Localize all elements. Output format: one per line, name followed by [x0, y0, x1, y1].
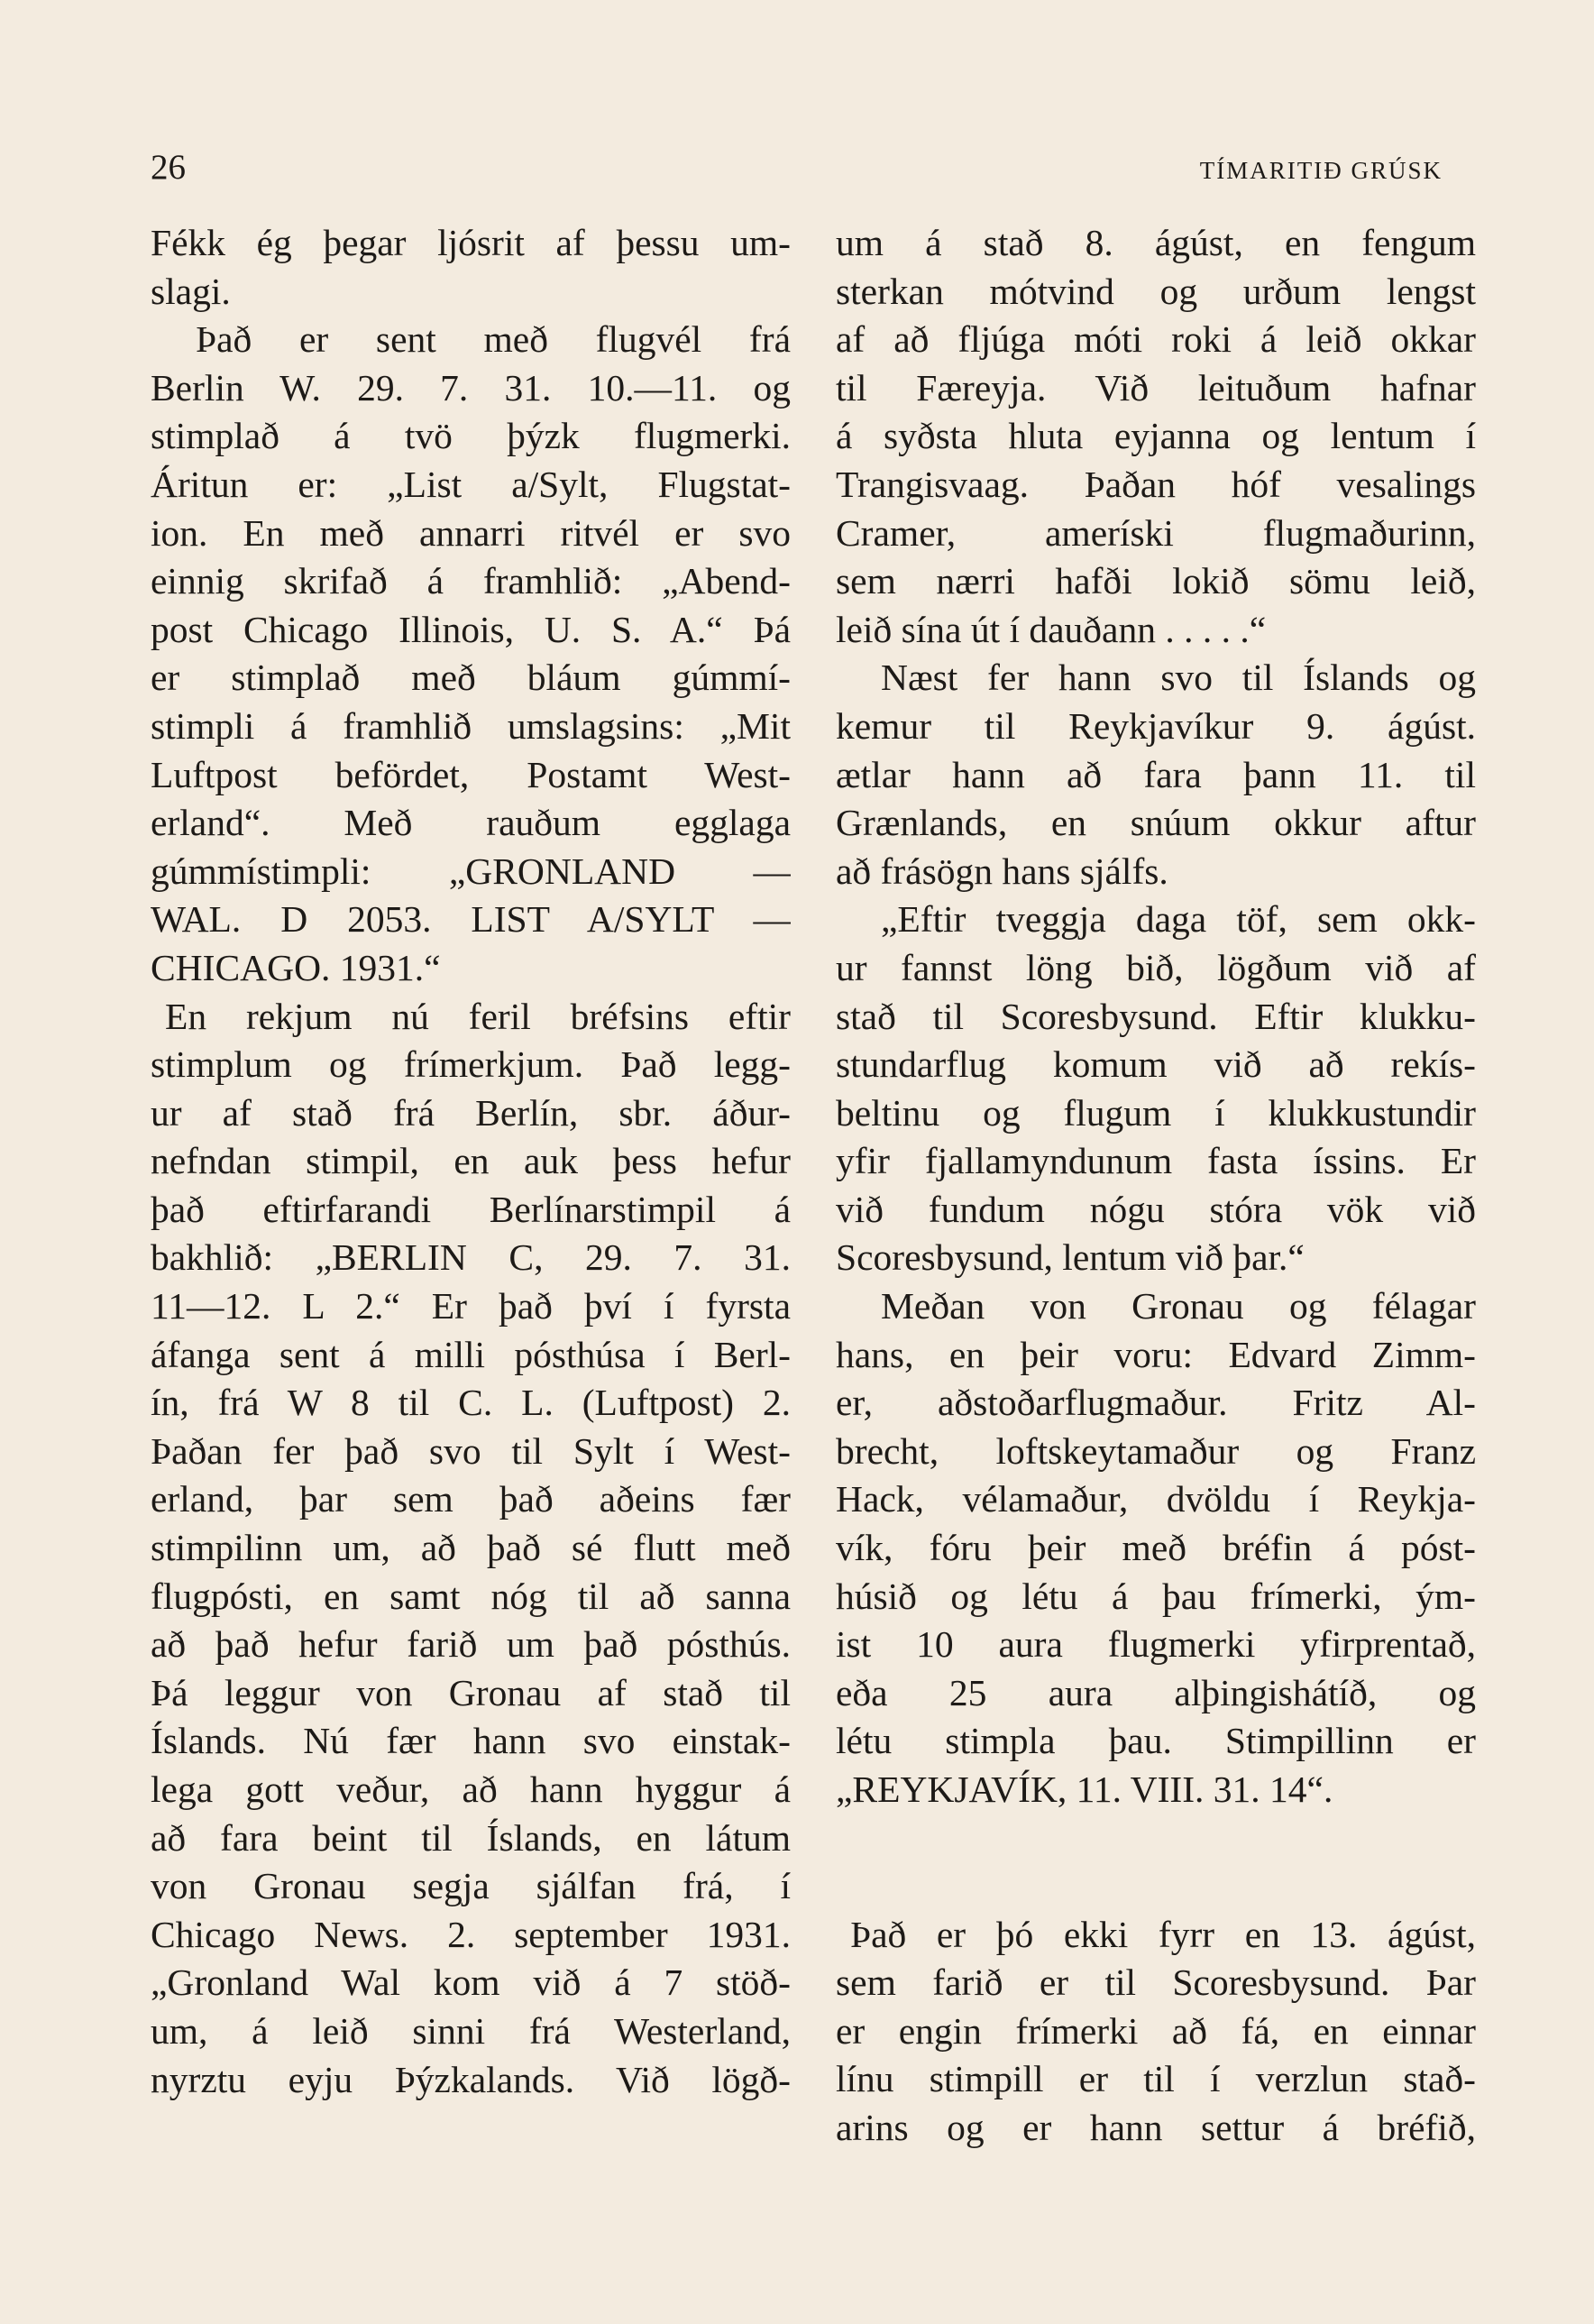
- text-line: „Gronland Wal kom við á 7 stöð-: [151, 1961, 791, 2004]
- text-line: sem nærri hafði lokið sömu leið,: [836, 560, 1476, 602]
- text-line: Íslands. Nú fær hann svo einstak-: [151, 1720, 791, 1762]
- text-line: stimplum og frímerkjum. Það legg-: [151, 1043, 791, 1086]
- text-line: gúmmístimpli: „GRONLAND —: [151, 850, 791, 892]
- text-line: arins og er hann settur á bréfið,: [836, 2106, 1476, 2148]
- text-line: hans, en þeir voru: Edvard Zimm-: [836, 1333, 1476, 1375]
- text-line: lega gott veður, að hann hyggur á: [151, 1768, 791, 1810]
- text-line: er, aðstoðarflugmaður. Fritz Al-: [836, 1382, 1476, 1424]
- text-line: stimplað á tvö þýzk flugmerki.: [151, 415, 791, 457]
- text-line: En rekjum nú feril bréfsins eftir: [165, 995, 791, 1037]
- text-line: „REYKJAVÍK, 11. VIII. 31. 14“.: [836, 1768, 1333, 1810]
- text-line: Grænlands, en snúum okkur aftur: [836, 802, 1476, 844]
- text-line: post Chicago Illinois, U. S. A.“ Þá: [151, 608, 791, 650]
- text-line: ion. En með annarri ritvél er svo: [151, 511, 791, 554]
- running-title: TÍMARITIÐ GRÚSK: [1199, 157, 1443, 184]
- text-line: ætlar hann að fara þann 11. til: [836, 753, 1476, 795]
- text-line: Næst fer hann svo til Íslands og: [881, 657, 1476, 699]
- text-line: að það hefur farið um það pósthús.: [151, 1623, 791, 1666]
- text-line: brecht, loftskeytamaður og Franz: [836, 1429, 1476, 1472]
- text-line: um, á leið sinni frá Westerland,: [151, 2009, 791, 2052]
- text-line: WAL. D 2053. LIST A/SYLT —: [151, 898, 791, 941]
- text-line: að fara beint til Íslands, en látum: [151, 1816, 791, 1859]
- text-line: stundarflug komum við að rekís-: [836, 1043, 1476, 1086]
- text-line: Hack, vélamaður, dvöldu í Reykja-: [836, 1478, 1476, 1520]
- text-line: stað til Scoresbysund. Eftir klukku-: [836, 995, 1476, 1037]
- text-line: áfanga sent á milli pósthúsa í Berl-: [151, 1333, 791, 1375]
- left-column: [151, 219, 791, 2104]
- text-line: flugpósti, en samt nóg til að sanna: [151, 1575, 791, 1617]
- text-line: línu stimpill er til í verzlun stað-: [836, 2058, 1476, 2100]
- text-line: á syðsta hluta eyjanna og lentum í: [836, 415, 1476, 457]
- text-line: Það er sent með flugvél frá: [196, 318, 791, 361]
- text-line: Cramer, ameríski flugmaðurinn,: [836, 511, 1476, 554]
- text-line: erland“. Með rauðum egglaga: [151, 802, 791, 844]
- text-line: eða 25 aura alþingishátíð, og: [836, 1671, 1476, 1713]
- text-line: af að fljúga móti roki á leið okkar: [836, 318, 1476, 361]
- text-line: Luftpost befördet, Postamt West-: [151, 753, 791, 795]
- text-line: kemur til Reykjavíkur 9. ágúst.: [836, 704, 1476, 747]
- text-line: húsið og létu á þau frímerki, ým-: [836, 1575, 1476, 1617]
- text-line: til Færeyja. Við leituðum hafnar: [836, 366, 1476, 409]
- text-line: Trangisvaag. Þaðan hóf vesalings: [836, 463, 1476, 505]
- text-line: það eftirfarandi Berlínarstimpil á: [151, 1188, 791, 1230]
- text-line: um á stað 8. ágúst, en fengum: [836, 222, 1476, 263]
- text-line: beltinu og flugum í klukkustundir: [836, 1091, 1476, 1134]
- text-line: von Gronau segja sjálfan frá, í: [151, 1865, 791, 1907]
- text-line: yfir fjallamyndunum fasta íssins. Er: [836, 1140, 1476, 1182]
- text-line: stimpilinn um, að það sé flutt með: [151, 1527, 791, 1569]
- text-line: að frásögn hans sjálfs.: [836, 850, 1168, 892]
- text-line: nyrztu eyju Þýzkalands. Við lögð-: [151, 2058, 791, 2100]
- text-line: CHICAGO. 1931.“: [151, 946, 441, 988]
- text-line: ist 10 aura flugmerki yfirprentað,: [836, 1623, 1476, 1666]
- text-line: Þaðan fer það svo til Sylt í West-: [151, 1429, 791, 1472]
- text-line: Þá leggur von Gronau af stað til: [151, 1671, 791, 1713]
- text-line: er engin frímerki að fá, en einnar: [836, 2009, 1476, 2052]
- text-line: Scoresbysund, lentum við þar.“: [836, 1236, 1305, 1279]
- page-number: 26: [151, 148, 186, 187]
- text-line: nefndan stimpil, en auk þess hefur: [151, 1140, 791, 1182]
- text-line: Það er þó ekki fyrr en 13. ágúst,: [850, 1913, 1476, 1955]
- right-column: [836, 219, 1476, 2153]
- text-line: Áritun er: „List a/Sylt, Flugstat-: [151, 463, 791, 505]
- text-line: ur af stað frá Berlín, sbr. áður-: [151, 1091, 791, 1134]
- text-line: 11—12. L 2.“ Er það því í fyrsta: [151, 1285, 791, 1327]
- text-line: Meðan von Gronau og félagar: [881, 1285, 1476, 1327]
- text-line: slagi.: [151, 270, 231, 312]
- text-line: sterkan mótvind og urðum lengst: [836, 270, 1476, 312]
- text-line: „Eftir tveggja daga töf, sem okk-: [881, 898, 1476, 941]
- text-line: vík, fóru þeir með bréfin á póst-: [836, 1527, 1476, 1569]
- text-line: er stimplað með bláum gúmmí-: [151, 657, 791, 699]
- text-line: erland, þar sem það aðeins fær: [151, 1478, 791, 1520]
- text-line: Chicago News. 2. september 1931.: [151, 1913, 791, 1955]
- paragraph-gap: [836, 1814, 1476, 1911]
- text-line: Fékk ég þegar ljósrit af þessu um-: [151, 222, 791, 263]
- text-line: einnig skrifað á framhlið: „Abend-: [151, 560, 791, 602]
- text-line: létu stimpla þau. Stimpillinn er: [836, 1720, 1476, 1762]
- text-line: leið sína út í dauðann . . . . .“: [836, 608, 1267, 650]
- text-line: bakhlið: „BERLIN C, 29. 7. 31.: [151, 1236, 791, 1279]
- text-line: sem farið er til Scoresbysund. Þar: [836, 1961, 1476, 2004]
- text-line: stimpli á framhlið umslagsins: „Mit: [151, 704, 791, 747]
- text-line: við fundum nógu stóra vök við: [836, 1188, 1476, 1230]
- text-line: Berlin W. 29. 7. 31. 10.—11. og: [151, 366, 791, 409]
- text-line: ín, frá W 8 til C. L. (Luftpost) 2.: [151, 1382, 791, 1424]
- text-line: ur fannst löng bið, lögðum við af: [836, 946, 1476, 988]
